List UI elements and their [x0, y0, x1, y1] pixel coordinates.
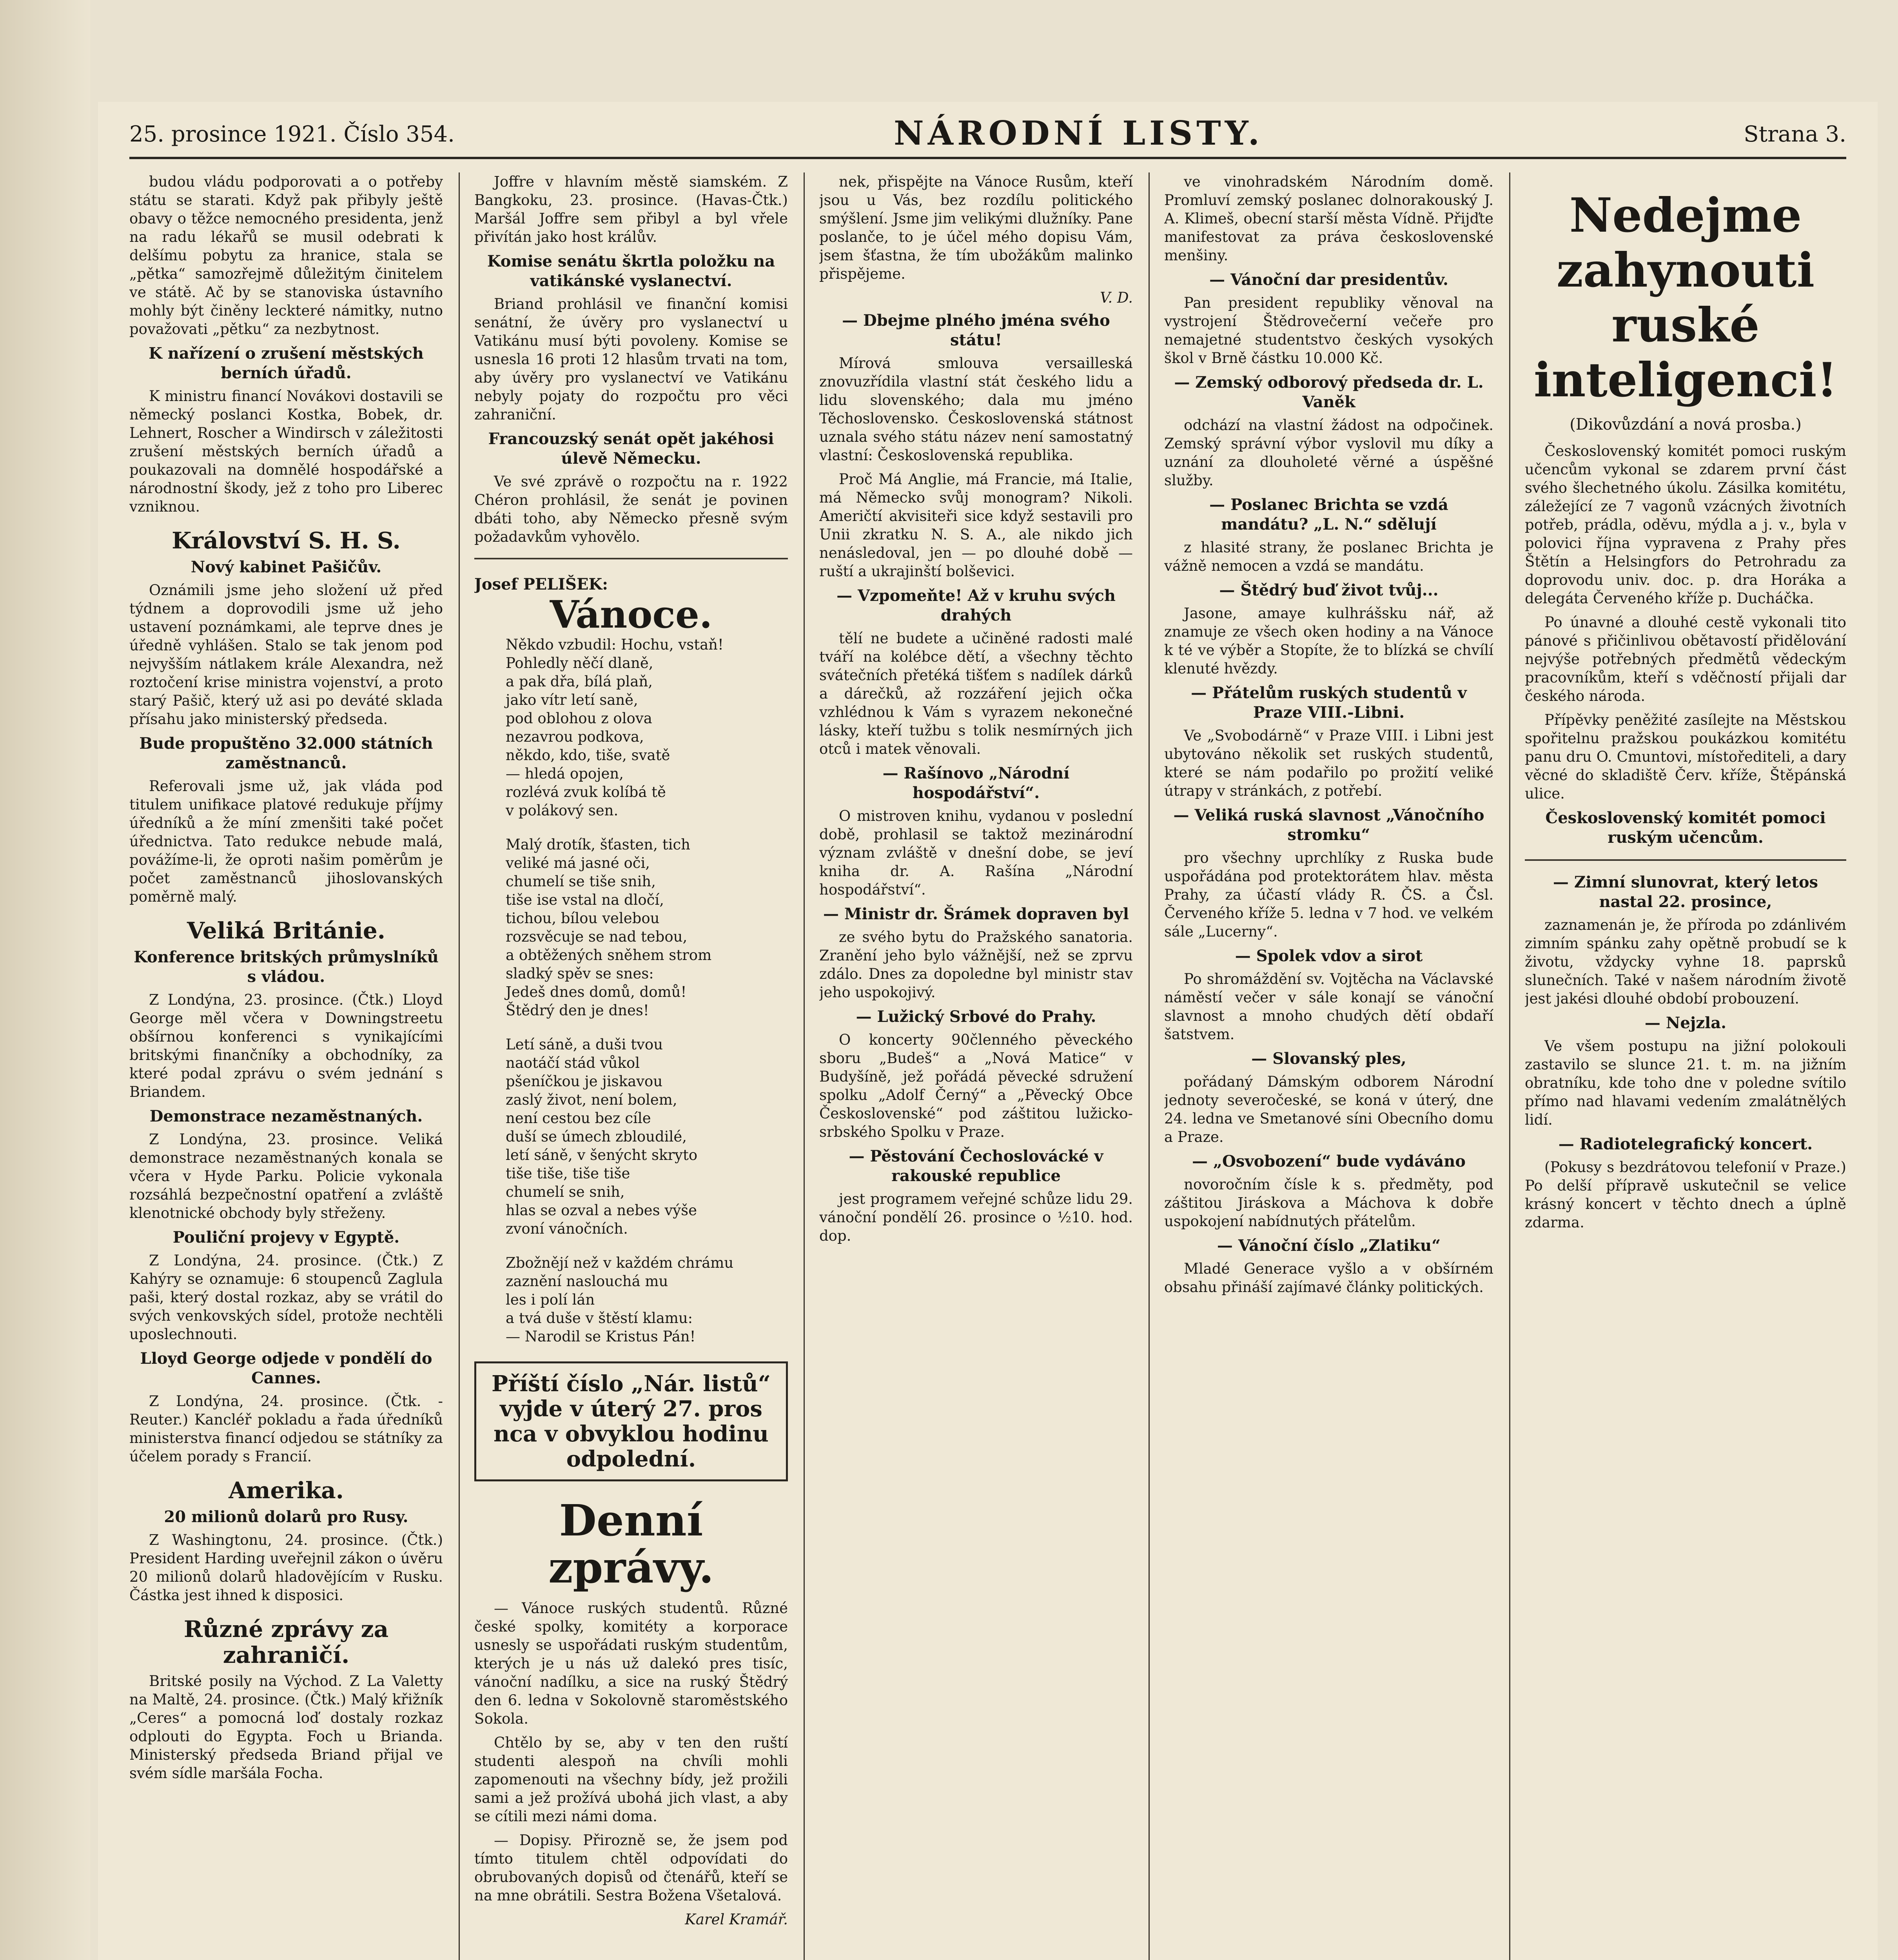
article-heading: — Slovanský ples,	[1251, 1049, 1406, 1068]
article-heading: — Vzpomeňte! Až v kruhu svých drahých	[836, 586, 1116, 624]
article-text: Z Washingtonu, 24. prosince. (Čtk.) President Harding uveřejnil zákon o úvěru 20 milionů dolarů hladovějícím v Rusku. Částka jest ihned k disposici.	[129, 1532, 443, 1604]
article-text: Mírová smlouva versailleská znovuzřídila vlastní stát českého lidu a lidu slovenského; dala mu jméno Těchoslovensko. Československá státnost uznala svého státu název není samostatný vlastní: Československá republika.	[819, 355, 1133, 464]
article-text: nek, přispějte na Vánoce Rusům, kteří jsou u Vás, bez rozdílu politického smýšlení. Jsme jim velikými dlužníky. Pane poslanče, to je účel mého dopisu Vám, jsem šťastna, že tím ubožákům malinko přispějeme.	[819, 173, 1133, 282]
article-text: K ministru financí Novákovi dostavili se německý poslanci Kostka, Bobek, dr. Lehnert, Roscher a Windirsch v záležitosti zrušení městských berních úřadů a poukazovali na domnělé hospodářské a národnostní škody, jež z toho pro Liberec vzniknou.	[129, 388, 443, 515]
column-3	[819, 172, 1133, 1960]
article-heading: — Lužický Srbové do Prahy.	[856, 1007, 1096, 1026]
article-heading: — Zimní slunovrat, který letos nastal 22. prosince,	[1553, 873, 1818, 911]
subheadline: (Dikovůzdání a nová prosba.)	[1570, 416, 1802, 434]
section-heading: Amerika.	[229, 1477, 344, 1504]
article-text: Britské posily na Východ. Z La Valetty na Maltě, 24. prosince. (Čtk.) Malý křižník „Ceres“ a pomocná loď dostaly rozkaz odplouti do Egypta. Foch u Brianda. Ministerský předseda Briand přijal ve svém sídle maršála Focha.	[129, 1673, 443, 1782]
article-heading: — Vánoční dar presidentův.	[1209, 270, 1448, 289]
poem-stanza: Zbožnějí než v každém chrámu zaznění naslouchá mu les i polí lán a tvá duše v štěstí klamu: — Narodil se Kristus Pán!	[506, 1254, 734, 1345]
article-text: z hlasité strany, že poslanec Brichta je vážně nemocen a vzdá se mandátu.	[1164, 539, 1493, 574]
divider	[474, 558, 788, 559]
article-heading: — Poslanec Brichta se vzdá mandátu? „L. N.“ sdělují	[1209, 495, 1448, 534]
column-2	[474, 172, 788, 1960]
article-heading: — Ministr dr. Šrámek dopraven byl	[823, 905, 1129, 923]
poem-stanza: Někdo vzbudil: Hochu, vstaň! Pohledly něčí dlaně, a pak dřa, bílá plaň, jako vítr letí saně, pod oblohou z olova nezavrou podkova, někdo, kdo, tiše, svatě — hledá opojen, rozlévá zvuk kolíbá tě v polákový sen.	[506, 636, 724, 819]
publication-notice: Příští číslo „Nár. listů“ vyjde v úterý 27. pros nca v obvyklou hodinu odpolední.	[474, 1361, 788, 1481]
poem-author: Josef PELIŠEK:	[474, 575, 608, 593]
section-heading: Království S. H. S.	[172, 527, 401, 554]
column-rule	[1149, 172, 1150, 1960]
article-text: — Dopisy. Přirozně se, že jsem pod tímto titulem chtěl odpovídati do obrubovaných dopisů od čtenářů, kteří se na mne obrátili. Sestra Božena Všetalová.	[474, 1832, 788, 1904]
article-heading: — Vánoční číslo „Zlatiku“	[1217, 1236, 1441, 1255]
signature: V. D.	[1100, 289, 1133, 306]
article-text: Referovali jsme už, jak vláda pod titulem unifikace platové redukuje příjmy úředníků a že míní zmenšiti také počet úřednictva. Tato redukce nebude malá, povážíme-li, že oproti našim poměrům je počet zaměstnanců jihoslovanských poměrně malý.	[129, 778, 443, 905]
binding-spine	[0, 0, 90, 1960]
article-text: ve vinohradském Národním domě. Promluví zemský poslanec dolnorakouský J. A. Klimeš, obecní starší města Vídně. Přijďte manifestovat za práva československé menšiny.	[1164, 173, 1493, 264]
article-heading: Bude propuštěno 32.000 státních zaměstnanců.	[139, 734, 433, 772]
article-text: Mladé Generace vyšlo a v obšírném obsahu přináší zajímavé články politických.	[1164, 1260, 1493, 1296]
article-text: Chtělo by se, aby v ten den ruští studenti alespoň na chvíli mohli zapomenouti na všechny bídy, jež prožili sami a jež prožívá ubohá jich vlast, a aby se cítili mezi námi doma.	[474, 1734, 788, 1825]
article-text: — Vánoce ruských studentů. Různé české spolky, komitéty a korporace usnesly se uspořádati ruským studentům, kterých je u nás už dalekó pres tisíc, vánoční nadílku, a sice na ruský Štědrý den 6. ledna v Sokolovně staroměstského Sokola.	[474, 1600, 788, 1727]
article-text: novoročním čísle k s. předměty, pod záštitou Jiráskova a Máchova k dobře uspokojení nabídnutých přátelům.	[1164, 1176, 1493, 1230]
article-text: Briand prohlásil ve finanční komisi senátní, že úvěry pro vyslanectví u Vatikánu musí býti povoleny. Komise se usnesla 16 proti 12 hlasům trvati na tom, aby úvěry pro vyslanectví ve Vatikánu nebyly pojaty do rozpočtu pro věci zahraniční.	[474, 296, 788, 423]
article-text: Proč Má Anglie, má Francie, má Italie, má Německo svůj monogram? Nikoli. Američtí akvisiteři sice když sestavili pro Unii zkratku N. S. A., ale nikdo jich nenásledoval, jen — po dlouhé době — ruští a ukrajinští bolševici.	[819, 471, 1133, 580]
divider	[1525, 859, 1846, 861]
poem-stanza: Malý drotík, šťasten, tich veliké má jasné oči, chumelí se tiše snih, tiše ise vstal na dločí, tichou, bílou velebou rozsvěcuje se nad tebou, a obtěžených sněhem strom sladký spěv se snes: Jedeš dnes domů, domů! Štědrý den je dnes!	[506, 836, 712, 1019]
article-text: Z Londýna, 23. prosince. Veliká demonstrace nezaměstnaných konala se včera v Hyde Parku. Policie vykonala rozsáhlá bezpečnostní opatření a zvláště klenotnické obchody byly střeženy.	[129, 1131, 443, 1221]
article-text: pro všechny uprchlíky z Ruska bude uspořádána pod protektorátem hlav. města Prahy, za účastí vlády R. ČS. a Čsl. Červeného kříže 5. ledna v 7 hod. ve velkém sále „Lucerny“.	[1164, 849, 1493, 940]
article-text: Z Londýna, 24. prosince. (Čtk.) Z Kahýry se oznamuje: 6 stoupenců Zaglula paši, který dostal rozkaz, aby se vrátil do svých venkovských sídel, protože nechtěli uposlechnouti.	[129, 1252, 443, 1343]
article-text: tělí ne budete a učiněné radosti malé tváří na kolébce dětí, a všechny těchto svátečních přetéká tišťem s nadílek dárků a dárečků, až rozzáření jejich očka vzhlédnou k Vám s vyrazem nekonečné lásky, kteří tužbu s tolik nesmírných jich otců i matek věnovali.	[819, 630, 1133, 757]
poem-stanza: Letí sáně, a duši tvou naotáčí stád vůkol pšeníčkou je jiskavou zaslý život, není bolem, není cestou bez cíle duší se úmech zbloudilé, letí sáně, v šenýcht skryto tiše tiše, tiše tiše chumelí se snih, hlas se ozval a nebes výše zvoní vánočních.	[506, 1036, 698, 1237]
article-text: ze svého bytu do Pražského sanatoria. Zranění jeho bylo vážnější, než se zprvu zdálo. Dnes za dopoledne byl ministr stav jeho uspokojivý.	[819, 929, 1133, 1001]
article-text: Z Londýna, 24. prosince. (Čtk. - Reuter.) Kancléř pokladu a řada úředníků ministerstva financí odjedou se státníky za účelem porady s Francií.	[129, 1393, 443, 1465]
column-rule	[804, 172, 805, 1960]
article-text: Po únavné a dlouhé cestě vykonali tito pánové s přičinlivou obětavostí přidělování nejvýše potřebných předmětů vědeckým pracovníkům, kteří s vděčností přijali dar českého národa.	[1525, 614, 1846, 704]
article-heading: — Spolek vdov a sirot	[1235, 947, 1423, 965]
page-number: Strana 3.	[1744, 122, 1846, 147]
article-text: Ve své zprávě o rozpočtu na r. 1922 Chéron prohlásil, že senát je povinen dbáti toho, aby Německo přesně svým požadavkům vyhovělo.	[474, 473, 788, 545]
column-5	[1525, 172, 1846, 1960]
article-text: (Pokusy s bezdrátovou telefonií v Praze.) Po delší přípravě uskutečnil se velice krásný koncert v těchto dnech a úplně zdarma.	[1525, 1159, 1846, 1231]
section-heading: Různé zprávy za zahraničí.	[183, 1616, 389, 1668]
signature: Československý komitét pomoci ruským učencům.	[1545, 809, 1826, 847]
section-heading: Denní zprávy.	[548, 1495, 714, 1593]
article-text: Přípěvky peněžité zasílejte na Městskou spořitelnu pražskou poukázkou komitétu panu dru O. Cmuntovi, místořediteli, a dary věcné do skladiště Červ. kříže, Štěpánská ulice.	[1525, 711, 1846, 802]
article-text: budou vládu podporovati a o potřeby státu se starati. Když pak přibyly ještě obavy o těžce nemocného presidenta, jenž na radu lékařů se musil odebrati k delšímu pobytu za hranice, stala se „pětka“ samozřejmě důležitým činitelem ve státě. Ač by se stanoviska ústavního mohly být činěny leckteré námitky, nutno považovati „pětku“ za nezbytnost.	[129, 173, 443, 338]
article-text: Ve „Svobodárně“ v Praze VIII. i Libni jest ubytováno několik set ruských studentů, které se nám podařilo po prožití veliké útrapy v stránkách, z potřebí.	[1164, 727, 1493, 799]
article-text: zaznamenán je, že příroda po zdánlivém zimním spánku zahy opětně probudí se k životu, vždycky vyhne 18. paprsků slunečních. Také v našem národním životě jest jakési dlouhé období probouzení.	[1525, 916, 1846, 1007]
article-text: Joffre v hlavním městě siamském. Z Bangkoku, 23. prosince. (Havas-Čtk.) Maršál Joffre sem přibyl a byl vřele přivítán jako host králův.	[474, 173, 788, 245]
article-text: Československý komitét pomoci ruským učencům vykonal se zdarem první část svého šlechetného úkolu. Zásilka komitétu, záležející ze 7 vagonů vzácných životních potřeb, prádla, oděvu, mýdla a j. v., byla v polovici října vypravena z Prahy přes Štětín a Helsingfors do Petrohradu za doprovodu univ. doc. p. dra Horáka a delegáta Červeného kříže p. Ducháčka.	[1525, 443, 1846, 607]
article-heading: Nový kabinet Pašičův.	[191, 558, 382, 576]
article-text: Z Londýna, 23. prosince. (Čtk.) Lloyd George měl včera v Downingstreetu obšírnou konferenci s vynikajícími britskými finančníky a obchodníky, za které podal zprávu o svém jednání s Briandem.	[129, 991, 443, 1100]
headline: Nedejme zahynouti ruské inteligenci!	[1533, 188, 1838, 408]
column-rule	[459, 172, 460, 1960]
article-heading: — Přátelům ruských studentů v Praze VIII.-Libni.	[1191, 684, 1467, 722]
article-text: Jasone, amaye kulhrášsku nář, až znamuje ze všech oken hodiny a na Vánoce k té ve výběr a Stopíte, že to blízká se chvílí klenuté hvězdy.	[1164, 605, 1493, 677]
article-text: O mistroven knihu, vydanou v poslední době, prohlasil se taktož mezinárodní význam zvláště v dnešní dobe, se jeví kniha dr. A. Rašína „Národní hospodářství“.	[819, 808, 1133, 898]
article-heading: Konference britských průmyslníků s vládou.	[134, 948, 439, 986]
article-heading: — Štědrý buď život tvůj...	[1219, 581, 1439, 599]
article-heading: Pouliční projevy v Egyptě.	[172, 1228, 400, 1247]
column-4	[1164, 172, 1493, 1960]
article-heading: 20 milionů dolarů pro Rusy.	[164, 1508, 408, 1526]
issue-date: 25. prosince 1921. Číslo 354.	[129, 122, 455, 147]
article-heading: Francouzský senát opět jakéhosi úlevě Německu.	[488, 430, 774, 468]
article-text: pořádaný Dámským odborem Národní jednoty severočeské, se koná v úterý, dne 24. ledna ve Smetanové síni Obecního domu a Praze.	[1164, 1073, 1493, 1145]
article-text: Po shromáždění sv. Vojtěcha na Václavské náměstí večer v sále konají se vánoční slavnost a mnoho chudých dětí obdaří šatstvem.	[1164, 971, 1493, 1043]
article-text: O koncerty 90členného pěveckého sboru „Budeš“ a „Nová Matice“ v Budyšíně, jež pořádá pěvecké sdružení spolku „Adolf Černý“ a „Pěvecký Obce Československé“ pod záštitou lužicko-srbského Spolku v Praze.	[819, 1031, 1133, 1140]
article-text: jest programem veřejné schůze lidu 29. vánoční pondělí 26. prosince o ½10. hod. dop.	[819, 1191, 1133, 1244]
article-heading: K nařízení o zrušení městských berních úřadů.	[149, 344, 424, 382]
article-text: Oznámili jsme jeho složení už před týdnem a doprovodili jsme už jeho ustavení poznámkami, ale teprve dnes je úředně vyhlášen. Stalo se tak jenom pod nejvyšším nátlakem krále Alexandra, než roztočení krise ministra vojenství, a proto starý Pašič, který už asi po deváté sklada přísahu jako ministerský předseda.	[129, 582, 443, 728]
article-heading: — Radiotelegrafický koncert.	[1558, 1135, 1813, 1153]
poem-title: Vánoce.	[550, 592, 713, 637]
article-heading: — Zemský odborový předseda dr. L. Vaněk	[1174, 373, 1484, 411]
signature: Karel Kramář.	[685, 1911, 788, 1928]
article-heading: Demonstrace nezaměstnaných.	[149, 1107, 423, 1125]
column-rule	[1509, 172, 1510, 1960]
column-1	[129, 172, 443, 1960]
page-header	[129, 110, 1846, 159]
article-heading: — Veliká ruská slavnost „Vánočního stromku“	[1173, 806, 1484, 844]
article-heading: — Pěstování Čechoslovácké v rakouské republice	[849, 1147, 1103, 1185]
newspaper-page	[98, 102, 1878, 1960]
article-heading: — „Osvobození“ bude vydáváno	[1192, 1152, 1466, 1171]
article-text: Pan president republiky věnoval na vystrojení Štědrovečerní večeře pro nemajetné studentstvo českých vysokých škol v Brně částku 10.000 Kč.	[1164, 294, 1493, 367]
poem	[474, 635, 788, 1346]
article-text: odchází na vlastní žádost na odpočinek. Zemský správní výbor vyslovil mu díky a uznání za dlouholeté věrné a úspěšné služby.	[1164, 417, 1493, 489]
article-text: Ve všem postupu na jižní polokouli zastavilo se slunce 21. t. m. na jižním obratníku, kde toho dne v poledne svítilo přímo nad hlavami vedením zmalátnělých lidí.	[1525, 1038, 1846, 1128]
article-heading: Komise senátu škrtla položku na vatikánské vyslanectví.	[487, 252, 775, 290]
article-heading: Lloyd George odjede v pondělí do Cannes.	[140, 1349, 432, 1387]
article-heading: — Rašínovo „Národní hospodářství“.	[882, 764, 1070, 802]
section-heading: Veliká Británie.	[187, 917, 385, 944]
article-heading: — Nejzla.	[1644, 1014, 1727, 1032]
article-heading: — Dbejme plného jména svého státu!	[842, 311, 1110, 349]
masthead: NÁRODNÍ LISTY.	[894, 114, 1264, 152]
